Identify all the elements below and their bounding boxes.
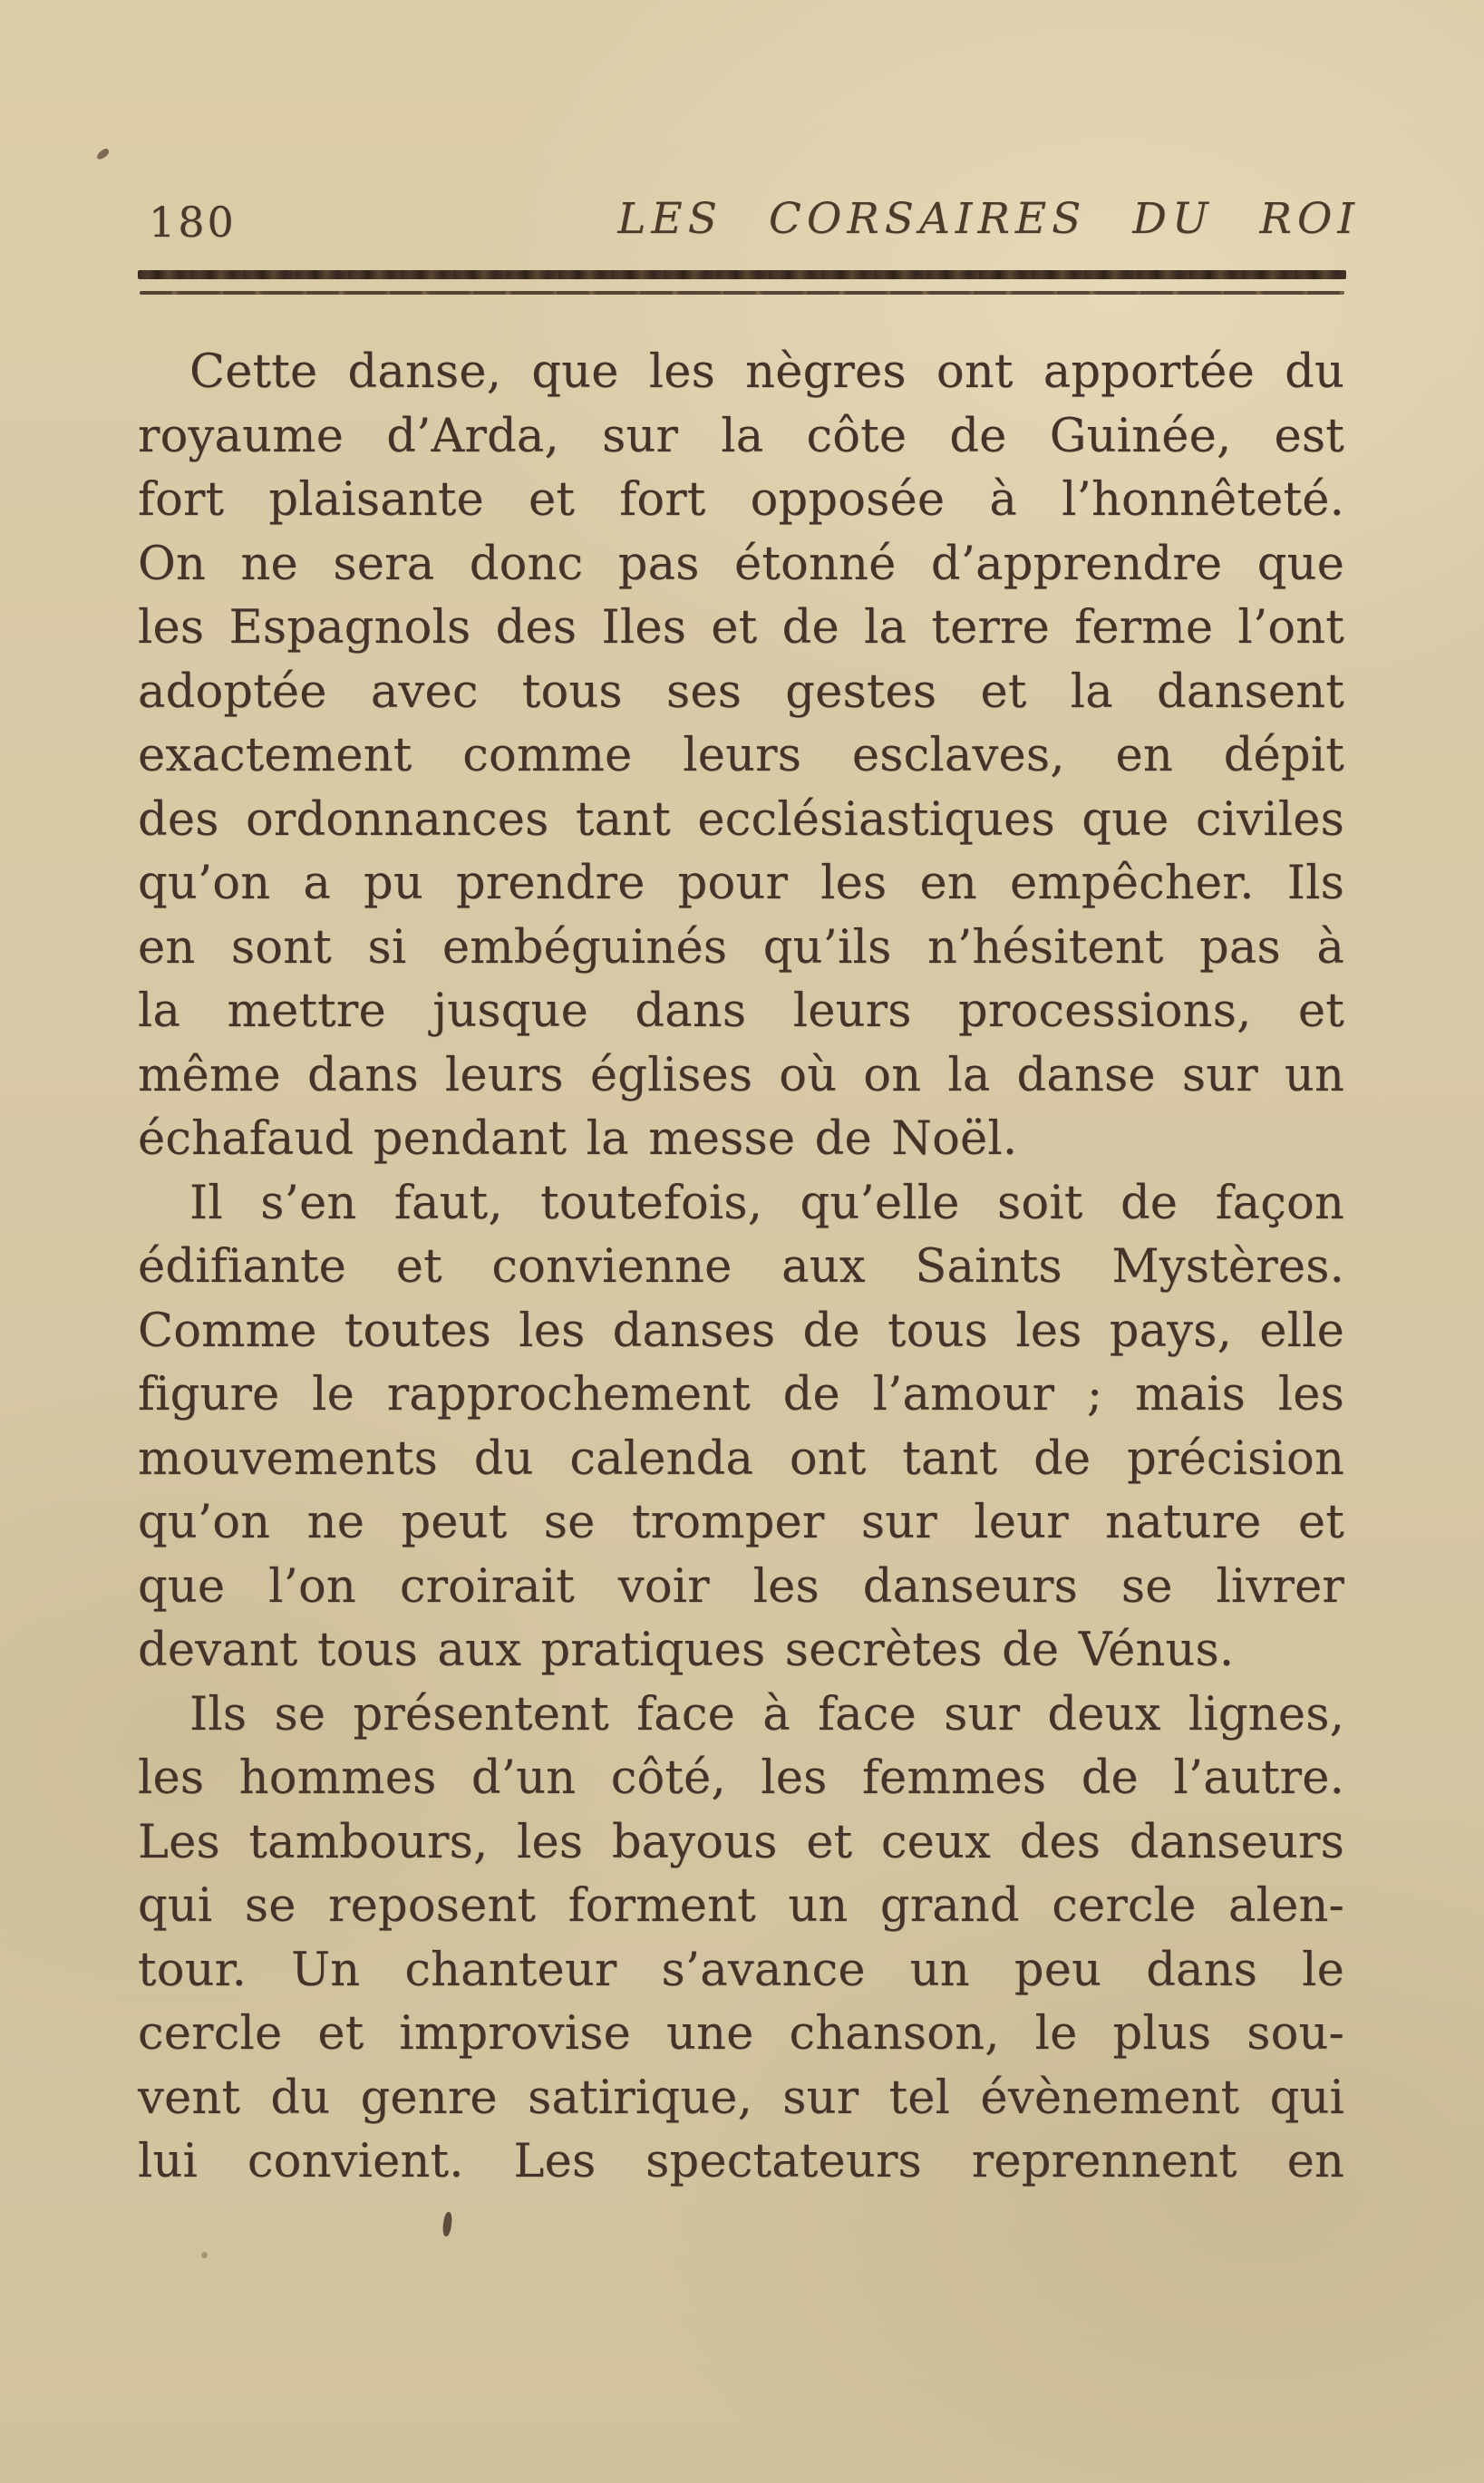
paragraph — [138, 341, 1344, 1172]
page-number: 180 — [149, 198, 237, 247]
text-line: même dans leurs églises où on la danse sur un — [138, 1048, 1344, 1102]
text-line: fort plaisante et fort opposée à l’honnêteté. — [138, 473, 1344, 527]
text-line: édifiante et convienne aux Saints Mystères. — [138, 1240, 1344, 1294]
text-line: qui se reposent forment un grand cercle alen- — [138, 1879, 1344, 1933]
text-line: qu’on a pu prendre pour les en empêcher. Ils — [138, 857, 1344, 910]
text-line: les Espagnols des Iles et de la terre ferme l’ont — [138, 601, 1344, 655]
text-line: Les tambours, les bayous et ceux des danseurs — [138, 1815, 1344, 1869]
text-line: On ne sera donc pas étonné d’apprendre que — [138, 537, 1344, 591]
text-line: les hommes d’un côté, les femmes de l’autre. — [138, 1751, 1344, 1805]
text-line: mouvements du calenda ont tant de précision — [138, 1431, 1344, 1486]
text-line: lui convient. Les spectateurs reprennent en — [138, 2135, 1344, 2188]
text-line: vent du genre satirique, sur tel évènement qui — [138, 2071, 1344, 2125]
paragraph — [138, 1683, 1344, 2195]
text-line: devant tous aux pratiques secrètes de Vénus. — [138, 1624, 1235, 1677]
page-header — [138, 194, 1360, 248]
header-rule-thick — [138, 270, 1346, 279]
ink-speck — [95, 147, 111, 160]
body-text — [138, 341, 1344, 2195]
text-line: qu’on ne peut se tromper sur leur nature et — [138, 1496, 1344, 1549]
running-title: LES CORSAIRES DU ROI — [617, 194, 1360, 244]
text-line: Ils se présentent face à face sur deux lignes, — [189, 1687, 1344, 1741]
paragraph — [138, 1172, 1344, 1683]
text-line: la mettre jusque dans leurs processions, et — [138, 984, 1344, 1038]
ink-speck — [201, 2252, 208, 2258]
text-line: exactement comme leurs esclaves, en dépit — [138, 729, 1344, 782]
text-line: tour. Un chanteur s’avance un peu dans le — [138, 1943, 1344, 1997]
text-line: Cette danse, que les nègres ont apportée du — [189, 345, 1344, 399]
text-line: Comme toutes les danses de tous les pays, elle — [138, 1304, 1344, 1358]
text-line: adoptée avec tous ses gestes et la dansent — [138, 664, 1344, 719]
text-line: Il s’en faut, toutefois, qu’elle soit de façon — [189, 1176, 1344, 1230]
text-line: des ordonnances tant ecclésiastiques que civiles — [138, 792, 1344, 847]
ink-speck — [441, 2212, 452, 2237]
text-line: figure le rapprochement de l’amour ; mais les — [138, 1368, 1344, 1421]
text-line: que l’on croirait voir les danseurs se livrer — [138, 1559, 1344, 1614]
text-line: échafaud pendant la messe de Noël. — [138, 1112, 1018, 1166]
header-rule-thin — [140, 291, 1344, 295]
text-line: royaume d’Arda, sur la côte de Guinée, est — [138, 409, 1344, 463]
text-line: en sont si embéguinés qu’ils n’hésitent pas à — [138, 920, 1344, 975]
text-line: cercle et improvise une chanson, le plus sou- — [138, 2007, 1344, 2061]
